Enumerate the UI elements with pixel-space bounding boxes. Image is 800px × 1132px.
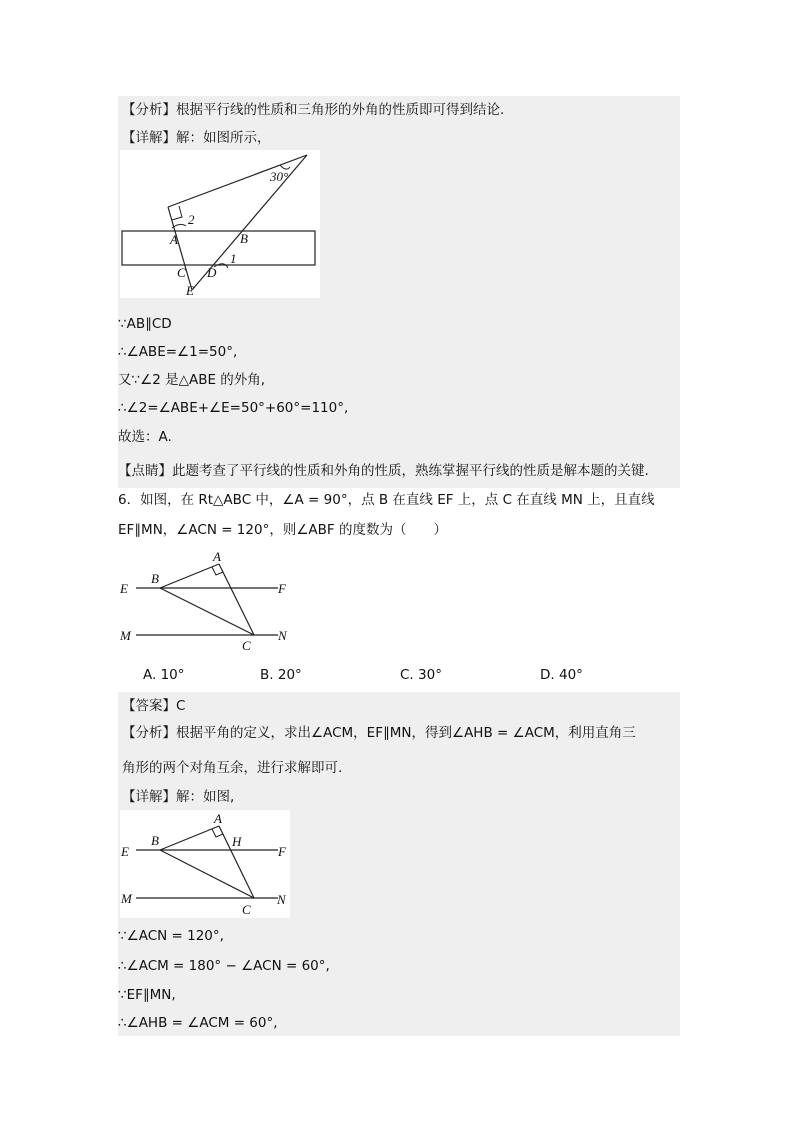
figure-solution-6 <box>120 810 290 918</box>
detail-intro-2: 【详解】解：如图, <box>122 789 235 805</box>
option-b[interactable]: B. 20° <box>260 667 302 683</box>
label-E: E <box>121 844 129 859</box>
question-6-line-1: 6．如图，在 Rt△ABC 中，∠A = 90°，点 B 在直线 EF 上，点 C 在直线 MN 上，且直线 <box>118 492 655 508</box>
label-N: N <box>278 628 287 643</box>
step-2-1: ∵∠ACN = 120°, <box>118 928 224 944</box>
label-A: A <box>214 811 222 826</box>
label-E: E <box>120 581 128 596</box>
figure-2-svg <box>118 547 298 657</box>
analysis-text: 【分析】根据平行线的性质和三角形的外角的性质即可得到结论. <box>122 102 505 118</box>
option-c[interactable]: C. 30° <box>400 667 442 683</box>
label-2: 2 <box>188 212 195 227</box>
question-6-line-2: EF∥MN，∠ACN = 120°，则∠ABF 的度数为（ ） <box>118 522 447 538</box>
label-C: C <box>242 638 251 653</box>
label-B: B <box>151 833 159 848</box>
step-2-4: ∴∠AHB = ∠ACM = 60°, <box>118 1015 278 1031</box>
figure-question-6 <box>118 547 298 657</box>
answer-text: 【答案】C <box>122 698 186 714</box>
label-M: M <box>120 628 131 643</box>
analysis-line-1: 【分析】根据平角的定义，求出∠ACM，EF∥MN，得到∠AHB = ∠ACM，利用直角三 <box>122 725 636 741</box>
label-C: C <box>242 902 251 917</box>
option-a[interactable]: A. 10° <box>143 667 185 683</box>
step-3: 又∵∠2 是△ABE 的外角, <box>118 372 266 388</box>
label-F: F <box>278 581 286 596</box>
label-B: B <box>151 571 159 586</box>
label-A: A <box>170 232 178 247</box>
label-H: H <box>232 834 242 849</box>
step-2: ∴∠ABE=∠1=50°, <box>118 344 238 360</box>
label-E: E <box>186 283 194 298</box>
figure-triangle-strip <box>120 150 320 298</box>
figure-1-svg <box>120 150 320 298</box>
label-N: N <box>277 892 286 907</box>
step-4: ∴∠2=∠ABE+∠E=50°+60°=110°, <box>118 400 349 416</box>
step-1: ∵AB∥CD <box>118 316 172 332</box>
label-B: B <box>240 231 248 246</box>
step-5: 故选：A. <box>118 429 172 445</box>
label-30deg: 30° <box>270 169 289 184</box>
step-2-3: ∵EF∥MN, <box>118 987 176 1003</box>
step-2-2: ∴∠ACM = 180° − ∠ACN = 60°, <box>118 958 330 974</box>
label-1: 1 <box>230 251 237 266</box>
label-F: F <box>278 844 286 859</box>
analysis-line-2: 角形的两个对角互余，进行求解即可. <box>122 760 343 776</box>
label-M: M <box>121 891 132 906</box>
comment-text: 【点睛】此题考查了平行线的性质和外角的性质，熟练掌握平行线的性质是解本题的关键. <box>118 463 649 479</box>
label-A: A <box>213 549 221 564</box>
label-D: D <box>207 265 217 280</box>
option-d[interactable]: D. 40° <box>540 667 583 683</box>
label-C: C <box>177 265 186 280</box>
detail-intro: 【详解】解：如图所示， <box>122 130 271 146</box>
figure-3-svg <box>120 810 290 918</box>
